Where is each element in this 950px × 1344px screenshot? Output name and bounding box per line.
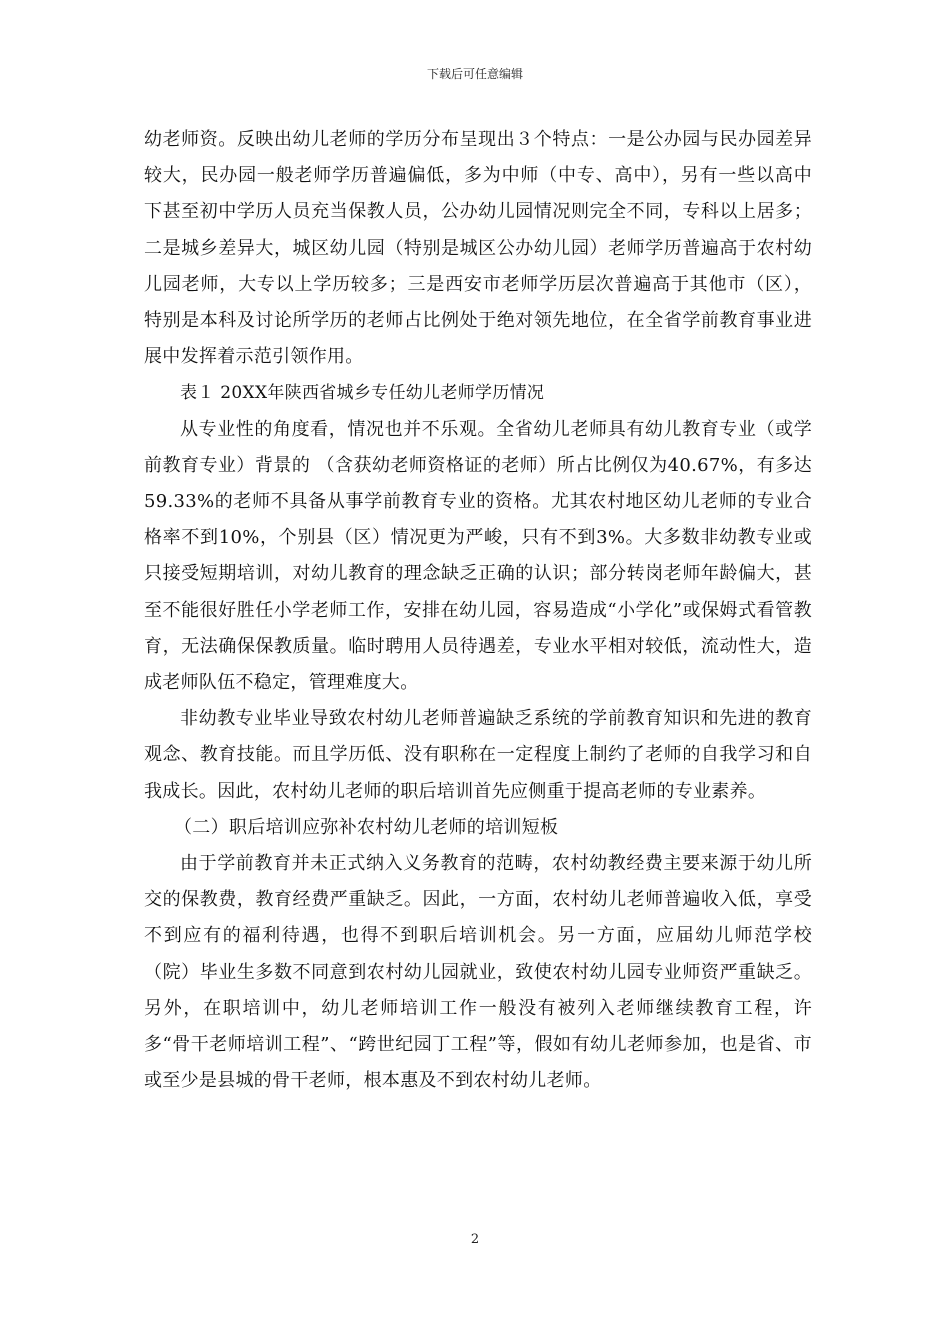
paragraph-training-focus: 非幼教专业毕业导致农村幼儿老师普遍缺乏系统的学前教育知识和先进的教育观念、教育技能。而且学历低、没有职称在一定程度上制约了老师的自我学习和自我成长。因此，农村幼儿老师的职后培训首先应侧重于提高老师的专业素养。 [144,708,812,802]
document-body [144,122,812,1099]
page-number: 2 [470,1232,480,1247]
table-caption: 表１ 20XX年陕西省城乡专任幼儿老师学历情况 [180,383,545,404]
paragraph-professional-qualification: 从专业性的角度看，情况也并不乐观。全省幼儿老师具有幼儿教育专业（或学前教育专业）背景的 （含获幼老师资格证的老师）所占比例仅为40.67%，有多达59.33%的老师不具备从事学前教育专业的资格。尤其农村地区幼儿老师的专业合格率不到10%，个别县（区）情况更为严峻，只有不到3%。大多数非幼教专业或只接受短期培训，对幼儿教育的理念缺乏正确的认识；部分转岗老师年龄偏大，甚至不能很好胜任小学老师工作，安排在幼儿园，容易造成“小学化”或保姆式看管教育，无法确保保教质量。临时聘用人员待遇差，专业水平相对较低，流动性大，造成老师队伍不稳定，管理难度大。 [144,418,812,694]
section-heading: （二）职后培训应弥补农村幼儿老师的培训短板 [174,816,559,838]
paragraph-funding-shortage: 由于学前教育并未正式纳入义务教育的范畴，农村幼教经费主要来源于幼儿所交的保教费，教育经费严重缺乏。因此，一方面，农村幼儿老师普遍收入低，享受不到应有的福利待遇，也得不到职后培训机会。另一方面，应届幼儿师范学校（院）毕业生多数不同意到农村幼儿园就业，致使农村幼儿园专业师资严重缺乏。另外，在职培训中，幼儿老师培训工作一般没有被列入老师继续教育工程，许多“骨干老师培训工程”、“跨世纪园丁工程”等，假如有幼儿老师参加，也是省、市或至少是县城的骨干老师，根本惠及不到农村幼儿老师。 [144,853,812,1092]
page-header: 下载后可任意编辑 [426,67,523,81]
paragraph-teacher-education-features: 幼老师资。反映出幼儿老师的学历分布呈现出３个特点：一是公办园与民办园差异较大，民办园一般老师学历普遍偏低，多为中师（中专、高中），另有一些以高中下甚至初中学历人员充当保教人员，公办幼儿园情况则完全不同，专科以上居多；二是城乡差异大，城区幼儿园（特别是城区公办幼儿园）老师学历普遍高于农村幼儿园老师，大专以上学历较多；三是西安市老师学历层次普遍高于其他市（区），特别是本科及讨论所学历的老师占比例处于绝对领先地位，在全省学前教育事业进展中发挥着示范引领作用。 [144,129,812,368]
